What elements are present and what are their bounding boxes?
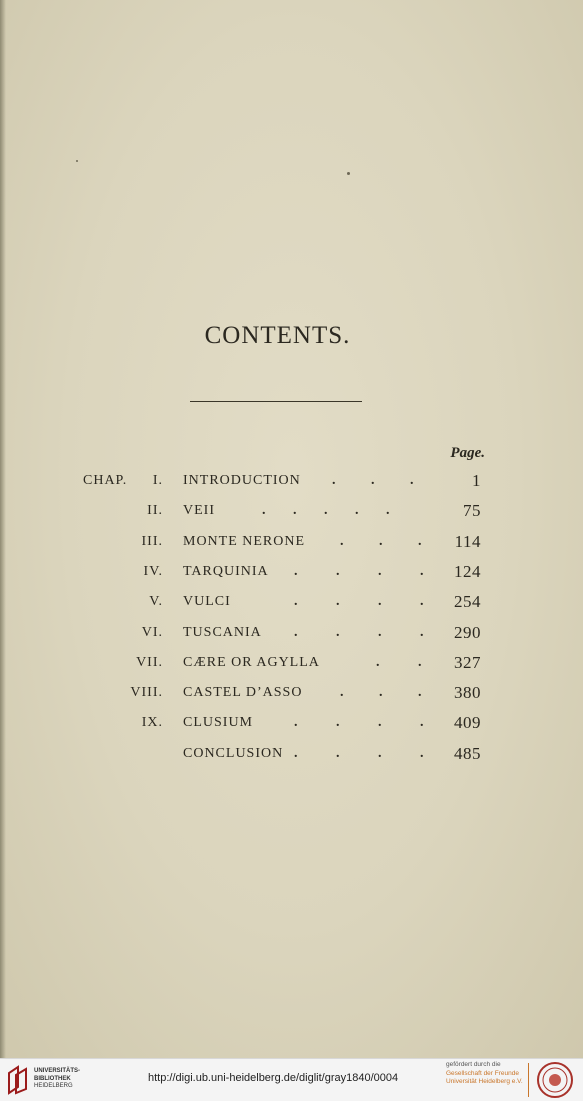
chapter-title: CONCLUSION bbox=[183, 745, 284, 761]
page-number: 485 bbox=[454, 743, 481, 763]
leader-dot: . bbox=[340, 533, 344, 549]
leader-dot: . bbox=[378, 715, 382, 731]
leader-dot: . bbox=[418, 685, 422, 701]
leader-dot: . bbox=[420, 624, 424, 640]
page-number: 327 bbox=[454, 652, 481, 672]
toc-entry bbox=[0, 622, 583, 645]
leader-dot: . bbox=[386, 503, 390, 519]
chapter-title: VEII bbox=[183, 503, 215, 519]
leader-dot: . bbox=[294, 745, 298, 761]
leader-dot: . bbox=[420, 715, 424, 731]
toc-entry bbox=[0, 531, 583, 554]
page-number: 124 bbox=[454, 561, 481, 581]
leader-dot: . bbox=[294, 563, 298, 579]
chapter-title: VULCI bbox=[183, 594, 231, 610]
paper-speck bbox=[76, 160, 78, 162]
leader-dot: . bbox=[332, 473, 336, 488]
paper-speck bbox=[347, 172, 350, 175]
library-name: UNIVERSITÄTS- BIBLIOTHEK HEIDELBERG bbox=[34, 1068, 81, 1089]
chapter-number: V. bbox=[149, 594, 163, 610]
toc-entry bbox=[0, 473, 583, 493]
leader-dot: . bbox=[378, 624, 382, 640]
leader-dot: . bbox=[378, 594, 382, 610]
toc-entry bbox=[0, 652, 583, 675]
chapter-title: MONTE NERONE bbox=[183, 533, 306, 549]
page-number: 1 bbox=[472, 471, 481, 490]
leader-dot: . bbox=[294, 594, 298, 610]
leader-dot: . bbox=[324, 503, 328, 519]
chapter-title: CÆRE OR AGYLLA bbox=[183, 654, 320, 670]
university-seal-icon bbox=[536, 1061, 574, 1099]
leader-dot: . bbox=[355, 503, 359, 519]
leader-dot: . bbox=[340, 685, 344, 701]
chapter-title: CLUSIUM bbox=[183, 715, 254, 731]
digitization-footer bbox=[0, 1058, 583, 1101]
chapter-number: II. bbox=[147, 503, 163, 519]
leader-dot: . bbox=[420, 563, 424, 579]
chapter-number: I. bbox=[152, 473, 163, 488]
sponsor-credit: gefördert durch die Gesellschaft der Freunde Universität Heidelberg e.V. bbox=[446, 1061, 523, 1085]
leader-dot: . bbox=[379, 533, 383, 549]
permalink-url[interactable]: http://digi.ub.uni-heidelberg.de/diglit/gray1840/0004 bbox=[148, 1072, 399, 1084]
leader-dot: . bbox=[336, 745, 340, 761]
leader-dot: . bbox=[294, 715, 298, 731]
footer-divider bbox=[528, 1063, 529, 1097]
leader-dot: . bbox=[420, 745, 424, 761]
chapter-number: VII. bbox=[136, 654, 163, 670]
leader-dot: . bbox=[410, 473, 414, 488]
chapter-title: TUSCANIA bbox=[183, 624, 262, 640]
page-number: 290 bbox=[454, 622, 481, 642]
toc-entry bbox=[0, 685, 583, 705]
leader-dot: . bbox=[418, 654, 422, 670]
chapter-number: III. bbox=[141, 533, 163, 549]
toc-entry bbox=[0, 503, 583, 523]
page-number: 254 bbox=[454, 592, 481, 612]
leader-dot: . bbox=[420, 594, 424, 610]
leader-dot: . bbox=[336, 715, 340, 731]
library-logo-icon bbox=[6, 1065, 30, 1095]
leader-dot: . bbox=[336, 563, 340, 579]
leader-dot: . bbox=[418, 533, 422, 549]
page-column-header: Page. bbox=[450, 445, 485, 461]
leader-dot: . bbox=[371, 473, 375, 488]
page-number: 114 bbox=[454, 531, 481, 551]
toc-entry bbox=[0, 743, 583, 766]
chapter-number: IX. bbox=[141, 715, 163, 731]
chapter-number: IV. bbox=[143, 563, 163, 579]
chapter-title: CASTEL D’ASSO bbox=[183, 685, 303, 701]
leader-dot: . bbox=[294, 624, 298, 640]
leader-dot: . bbox=[376, 654, 380, 670]
leader-dot: . bbox=[336, 624, 340, 640]
leader-dot: . bbox=[262, 503, 266, 519]
leader-dot: . bbox=[378, 563, 382, 579]
page-edge-shadow bbox=[0, 0, 6, 1058]
toc-entry bbox=[0, 594, 583, 614]
leader-dot: . bbox=[293, 503, 297, 519]
page-number: 409 bbox=[454, 713, 481, 733]
chapter-title: TARQUINIA bbox=[183, 563, 269, 579]
title-rule bbox=[190, 401, 362, 402]
contents-title: CONTENTS. bbox=[204, 322, 351, 349]
toc-entry bbox=[0, 715, 583, 735]
page-number: 380 bbox=[454, 683, 481, 703]
leader-dot: . bbox=[378, 745, 382, 761]
chapter-number: VI. bbox=[141, 624, 163, 640]
page-number: 75 bbox=[463, 501, 481, 521]
leader-dot: . bbox=[379, 685, 383, 701]
toc-entry bbox=[0, 561, 583, 584]
chapter-label: CHAP. bbox=[83, 473, 128, 488]
chapter-title: INTRODUCTION bbox=[183, 473, 301, 488]
chapter-number: VIII. bbox=[130, 685, 163, 701]
leader-dot: . bbox=[336, 594, 340, 610]
